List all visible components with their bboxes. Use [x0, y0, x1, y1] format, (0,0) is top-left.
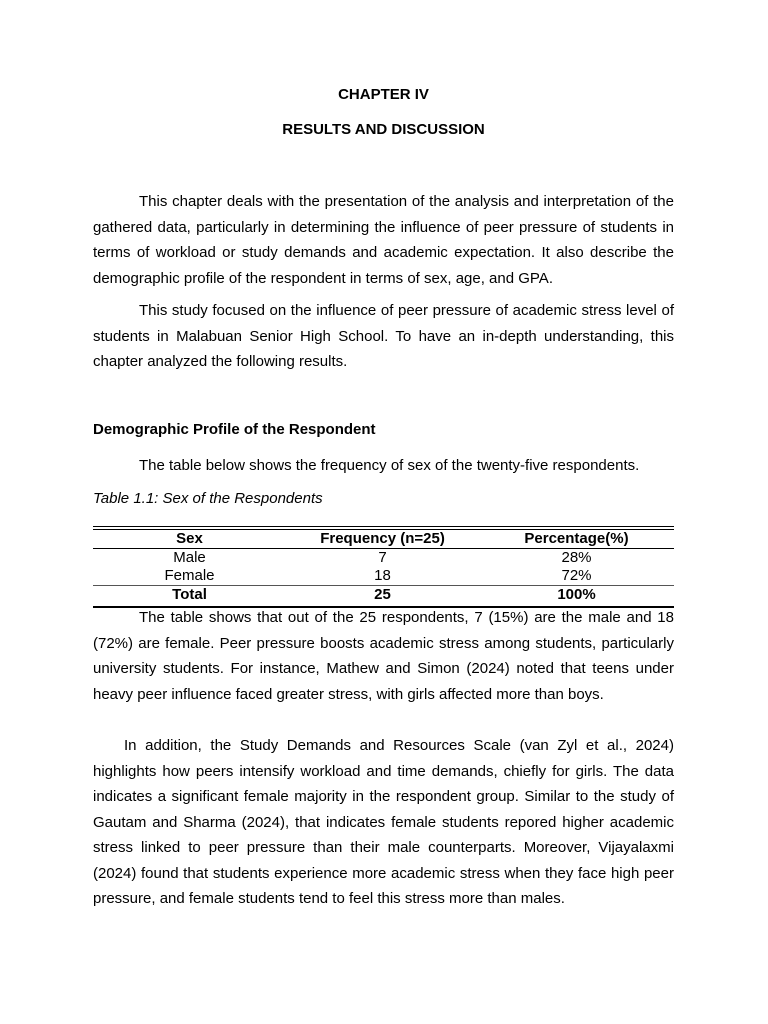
- table-caption: Table 1.1: Sex of the Respondents: [93, 490, 323, 507]
- intro-paragraph-1: This chapter deals with the presentation of the analysis and interpretation of the gathered data, particularly in determining the influence of peer pressure of students in terms of workload or study demands and academic expectation. It also describe the demographic profile of the respondent in terms of sex, age, and GPA.: [93, 193, 674, 287]
- intro-paragraph-2: This study focused on the influence of peer pressure of academic stress level of students in Malabuan Senior High School. To have an in-depth understanding, this chapter analyzed the following results.: [93, 302, 674, 370]
- sex-table: [93, 530, 674, 604]
- header-sex: Sex: [93, 530, 286, 549]
- chapter-title: CHAPTER IV: [338, 86, 429, 103]
- table-row: [93, 549, 674, 568]
- section-title: RESULTS AND DISCUSSION: [282, 121, 485, 138]
- sex-table-wrapper: [93, 526, 674, 608]
- table-intro-paragraph: The table below shows the frequency of sex of the twenty-five respondents.: [139, 457, 640, 474]
- cell-percentage: 28%: [561, 549, 592, 566]
- table-header-row: [93, 530, 674, 549]
- total-frequency: 25: [286, 586, 479, 605]
- cell-sex: Female: [164, 567, 215, 584]
- cell-sex: Male: [173, 549, 206, 566]
- header-frequency: Frequency (n=25): [286, 530, 479, 549]
- total-percentage: 100%: [479, 586, 674, 605]
- header-percentage: Percentage(%): [479, 530, 674, 549]
- total-label: Total: [93, 586, 286, 605]
- cell-frequency: 18: [374, 567, 391, 584]
- demographic-heading: Demographic Profile of the Respondent: [93, 421, 376, 438]
- discussion-paragraph-2: In addition, the Study Demands and Resources Scale (van Zyl et al., 2024) highlights how peers intensify workload and time demands, chiefly for girls. The data indicates a significant female majority in the respondent group. Similar to the study of Gautam and Sharma (2024), that indicates female students repored higher academic stress linked to peer pressure than their male counterparts. Moreover, Vijayalaxmi (2024) found that students experience more academic stress when they face high peer pressure, and female students tend to feel this stress more than males.: [93, 737, 674, 907]
- table-total-row: [93, 586, 674, 605]
- discussion-paragraph-1: The table shows that out of the 25 respondents, 7 (15%) are the male and 18 (72%) are female. Peer pressure boosts academic stress among students, particularly university students. For instance, Mathew and Simon (2024) noted that teens under heavy peer influence faced greater stress, with girls affected more than boys.: [93, 609, 674, 703]
- table-row: [93, 567, 674, 586]
- cell-percentage: 72%: [561, 567, 592, 584]
- cell-frequency: 7: [378, 549, 387, 566]
